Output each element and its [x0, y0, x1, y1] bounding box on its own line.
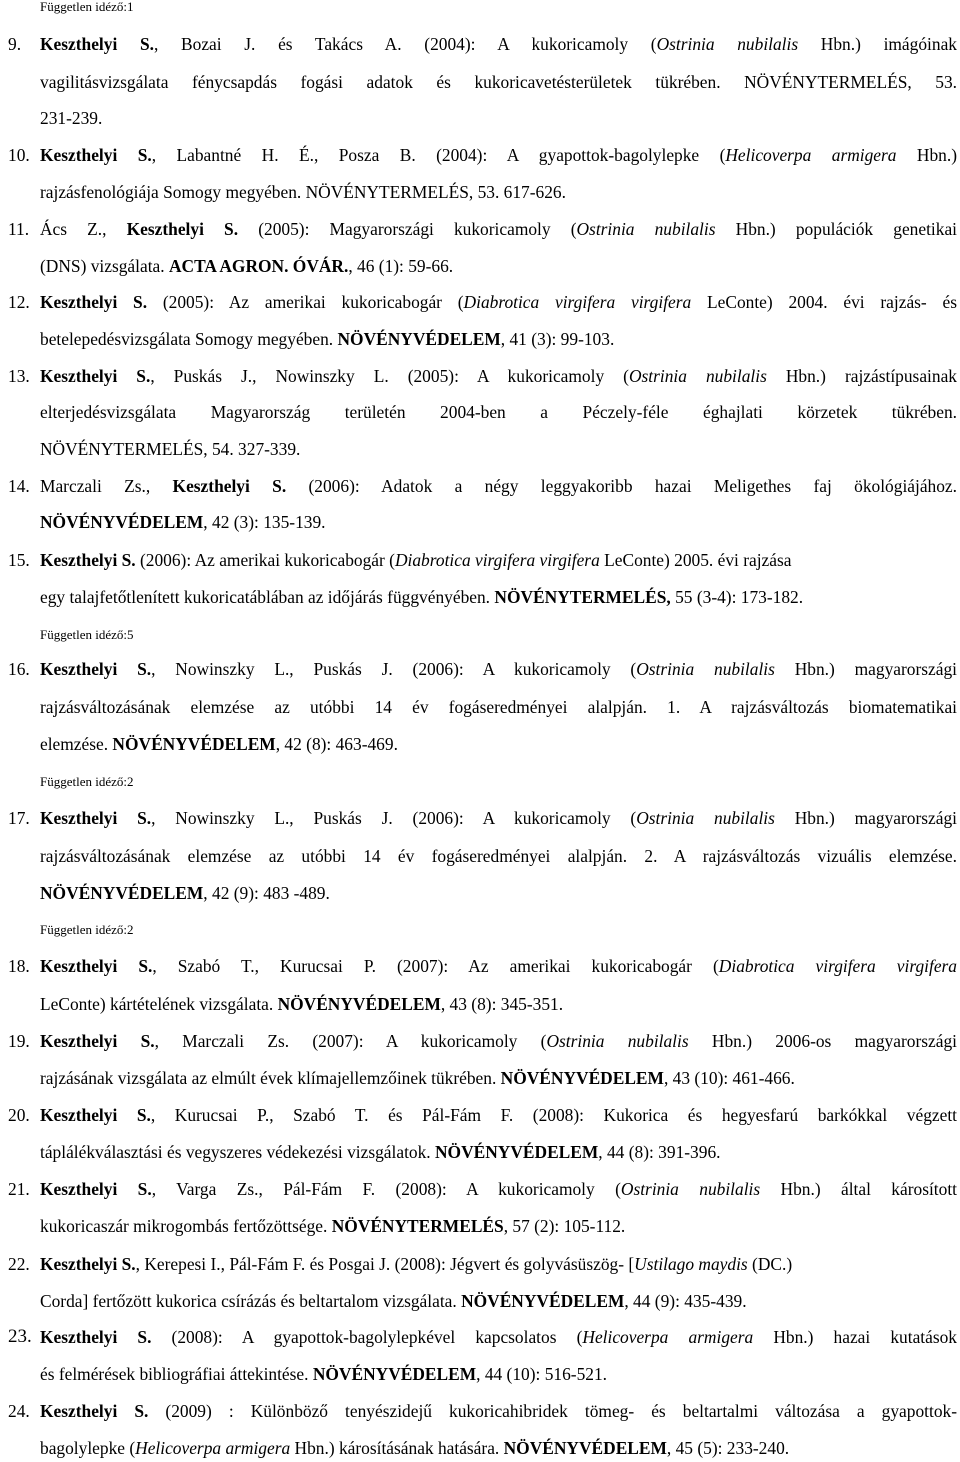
- bold-text: NÖVÉNYVÉDELEM: [40, 512, 204, 532]
- reference-line: Keszthelyi S., Bozai J. és Takács A. (2004): A kukoricamoly (Ostrinia nubilalis Hbn.) imágóinak: [40, 34, 957, 54]
- bold-text: NÖVÉNYVÉDELEM: [40, 883, 204, 903]
- bold-text: NÖVÉNYVÉDELEM: [112, 734, 276, 754]
- reference-line: rajzásváltozásának elemzése az utóbbi 14 év fogáseredményei alalpján. 2. A rajzásváltozás vizuális elemzése.: [40, 846, 957, 866]
- reference-line: NÖVÉNYVÉDELEM, 42 (9): 483 -489.: [40, 883, 330, 903]
- reference-number: 10.: [8, 145, 30, 165]
- bold-text: NÖVÉNYVÉDELEM: [337, 329, 501, 349]
- reference-line: Keszthelyi S. (2009) : Különböző tenyészidejű kukoricahibridek tömeg- és beltartalmi változása a gyapottok-: [40, 1401, 958, 1421]
- reference-line: elemzése. NÖVÉNYVÉDELEM, 42 (8): 463-469.: [40, 734, 398, 754]
- species-name: Ostrinia nubilalis: [576, 219, 716, 239]
- bold-text: Keszthelyi S.: [172, 476, 287, 496]
- reference-line: Keszthelyi S., Nowinszky L., Puskás J. (2006): A kukoricamoly (Ostrinia nubilalis Hbn.) magyarországi: [40, 808, 957, 828]
- reference-line: Keszthelyi S., Kurucsai P., Szabó T. és Pál-Fám F. (2008): Kukorica és hegyesfarú barkókkal végzett: [40, 1105, 958, 1125]
- species-name: Ustilago maydis: [634, 1254, 748, 1274]
- reference-line: és felmérések bibliográfiai áttekintése. NÖVÉNYVÉDELEM, 44 (10): 516-521.: [40, 1364, 608, 1384]
- reference-line: Keszthelyi S. (2005): Az amerikai kukoricabogár (Diabrotica virgifera virgifera LeConte) 2004. évi rajzás- és: [40, 292, 957, 312]
- species-name: Ostrinia nubilalis: [656, 34, 799, 54]
- bold-text: NÖVÉNYVÉDELEM: [503, 1438, 667, 1458]
- species-name: Helicoverpa armigera: [582, 1327, 754, 1347]
- reference-number: 14.: [8, 476, 30, 496]
- reference-line: rajzásváltozásának elemzése az utóbbi 14 év fogáseredményei alalpján. 1. A rajzásváltozás biomatematikai: [40, 697, 957, 717]
- species-name: Diabrotica virgifera virgifera: [394, 550, 600, 570]
- reference-line: betelepedésvizsgálata Somogy megyében. NÖVÉNYVÉDELEM, 41 (3): 99-103.: [40, 329, 615, 349]
- reference-line: Keszthelyi S. (2006): Az amerikai kukoricabogár (Diabrotica virgifera virgifera LeConte) 2005. évi rajzása: [40, 550, 792, 570]
- bold-text: Keszthelyi S.: [40, 1254, 136, 1274]
- bold-text: Keszthelyi S.: [40, 1179, 152, 1199]
- reference-number: 15.: [8, 550, 30, 570]
- bold-text: NÖVÉNYVÉDELEM: [312, 1364, 477, 1384]
- reference-line: NÖVÉNYTERMELÉS, 54. 327-339.: [40, 439, 301, 459]
- independent-citation-note: Független idéző:2: [40, 922, 134, 937]
- bold-text: Keszthelyi S.: [40, 292, 148, 312]
- reference-line: rajzásfenológiája Somogy megyében. NÖVÉNYTERMELÉS, 53. 617-626.: [40, 182, 566, 202]
- independent-citation-note: Független idéző:1: [40, 0, 134, 14]
- bold-text: NÖVÉNYTERMELÉS: [331, 1216, 504, 1236]
- reference-line: Keszthelyi S. (2008): A gyapottok-bagolylepkével kapcsolatos (Helicoverpa armigera Hbn.) hazai kutatások: [40, 1327, 957, 1347]
- reference-number: 23.: [8, 1326, 32, 1347]
- bold-text: Keszthelyi S.: [40, 1105, 151, 1125]
- reference-line: Ács Z., Keszthelyi S. (2005): Magyarországi kukoricamoly (Ostrinia nubilalis Hbn.) populációk genetikai: [40, 219, 957, 239]
- independent-citation-note: Független idéző:5: [40, 627, 134, 642]
- reference-line: rajzásának vizsgálata az elmúlt évek klímajellemzőinek tükrében. NÖVÉNYVÉDELEM, 43 (10): 461-466.: [40, 1068, 795, 1088]
- reference-number: 18.: [8, 956, 30, 976]
- bold-text: NÖVÉNYTERMELÉS,: [494, 587, 671, 607]
- bold-text: NÖVÉNYVÉDELEM: [500, 1068, 664, 1088]
- species-name: Ostrinia nubilalis: [546, 1031, 689, 1051]
- reference-line: Keszthelyi S., Puskás J., Nowinszky L. (2005): A kukoricamoly (Ostrinia nubilalis Hbn.) rajzástípusainak: [40, 366, 957, 386]
- bold-text: Keszthelyi S.: [40, 956, 153, 976]
- bold-text: NÖVÉNYVÉDELEM: [461, 1291, 625, 1311]
- bold-text: Keszthelyi S.: [126, 219, 239, 239]
- reference-number: 13.: [8, 366, 30, 386]
- reference-number: 20.: [8, 1105, 30, 1125]
- reference-line: NÖVÉNYVÉDELEM, 42 (3): 135-139.: [40, 512, 326, 532]
- reference-line: Keszthelyi S., Kerepesi I., Pál-Fám F. és Posgai J. (2008): Jégvert és golyvásüszög- [Ustilago maydis (DC.): [40, 1254, 793, 1274]
- species-name: Ostrinia nubilalis: [620, 1179, 761, 1199]
- reference-line: Keszthelyi S., Szabó T., Kurucsai P. (2007): Az amerikai kukoricabogár (Diabrotica virgifera virgifera: [40, 956, 957, 976]
- bold-text: Keszthelyi S.: [40, 1401, 149, 1421]
- reference-line: Keszthelyi S., Varga Zs., Pál-Fám F. (2008): A kukoricamoly (Ostrinia nubilalis Hbn.) által károsított: [40, 1179, 957, 1199]
- reference-line: táplálékválasztási és vegyszeres védekezési vizsgálatok. NÖVÉNYVÉDELEM, 44 (8): 391-396.: [40, 1142, 721, 1162]
- reference-line: kukoricaszár mikrogombás fertőzöttsége. NÖVÉNYTERMELÉS, 57 (2): 105-112.: [40, 1216, 626, 1236]
- bold-text: Keszthelyi S.: [40, 1031, 155, 1051]
- species-name: Ostrinia nubilalis: [628, 366, 767, 386]
- reference-line: Keszthelyi S., Marczali Zs. (2007): A kukoricamoly (Ostrinia nubilalis Hbn.) 2006-os magyarországi: [40, 1031, 957, 1051]
- species-name: Diabrotica virgifera virgifera: [718, 956, 957, 976]
- reference-number: 11.: [8, 219, 30, 239]
- species-name: Helicoverpa armigera: [135, 1438, 291, 1458]
- bold-text: Keszthelyi S.: [40, 659, 152, 679]
- bold-text: Keszthelyi S.: [40, 145, 152, 165]
- species-name: Ostrinia nubilalis: [636, 659, 775, 679]
- reference-line: Corda] fertőzött kukorica csírázás és beltartalom vizsgálata. NÖVÉNYVÉDELEM, 44 (9): 435-439.: [40, 1291, 747, 1311]
- bold-text: Keszthelyi S.: [40, 808, 152, 828]
- reference-number: 9.: [8, 34, 22, 54]
- reference-line: Marczali Zs., Keszthelyi S. (2006): Adatok a négy leggyakoribb hazai Meligethes faj ökológiájához.: [40, 476, 958, 496]
- reference-line: egy talajfetőtlenített kukoricatáblában az időjárás függvényében. NÖVÉNYTERMELÉS, 55 (3-4): 173-182.: [40, 587, 804, 607]
- bold-text: Keszthelyi S.: [40, 366, 151, 386]
- reference-line: LeConte) kártételének vizsgálata. NÖVÉNYVÉDELEM, 43 (8): 345-351.: [40, 994, 564, 1014]
- independent-citation-note: Független idéző:2: [40, 774, 134, 789]
- reference-line: vagilitásvizsgálata fénycsapdás fogási adatok és kukoricavetésterületek tükrében. NÖVÉNYTERMELÉS, 53.: [40, 72, 957, 92]
- reference-number: 21.: [8, 1179, 30, 1199]
- reference-line: Keszthelyi S., Nowinszky L., Puskás J. (2006): A kukoricamoly (Ostrinia nubilalis Hbn.) magyarországi: [40, 659, 957, 679]
- reference-number: 16.: [8, 659, 30, 679]
- bold-text: Keszthelyi S.: [40, 34, 154, 54]
- bold-text: ACTA AGRON. ÓVÁR.: [168, 256, 349, 276]
- reference-number: 22.: [8, 1254, 30, 1274]
- reference-line: bagolylepke (Helicoverpa armigera Hbn.) károsításának hatására. NÖVÉNYVÉDELEM, 45 (5): 233-240.: [40, 1438, 790, 1458]
- reference-line: Keszthelyi S., Labantné H. É., Posza B. (2004): A gyapottok-bagolylepke (Helicoverpa armigera Hbn.): [40, 145, 958, 165]
- reference-number: 12.: [8, 292, 30, 312]
- reference-number: 19.: [8, 1031, 30, 1051]
- species-name: Diabrotica virgifera virgifera: [463, 292, 692, 312]
- reference-line: (DNS) vizsgálata. ACTA AGRON. ÓVÁR., 46 (1): 59-66.: [40, 256, 454, 276]
- species-name: Helicoverpa armigera: [725, 145, 897, 165]
- bold-text: NÖVÉNYVÉDELEM: [434, 1142, 599, 1162]
- reference-number: 17.: [8, 808, 30, 828]
- reference-line: elterjedésvizsgálata Magyarország területén 2004-ben a Péczely-féle éghajlati körzetek tükrében.: [40, 402, 957, 422]
- bold-text: Keszthelyi S.: [40, 1327, 152, 1347]
- bold-text: NÖVÉNYVÉDELEM: [277, 994, 441, 1014]
- reference-number: 24.: [8, 1401, 30, 1421]
- bold-text: Keszthelyi S.: [40, 550, 136, 570]
- species-name: Ostrinia nubilalis: [636, 808, 775, 828]
- reference-line: 231-239.: [40, 108, 103, 128]
